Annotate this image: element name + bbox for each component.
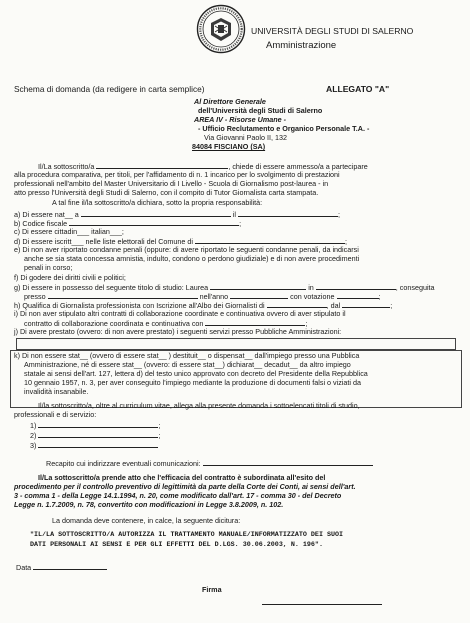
item-i-line-1: i) Di non aver stipulato altri contratti di collaborazione coordinate e continuativa ovvero di aver stipulato il [14, 309, 346, 318]
birthdate-field[interactable] [238, 210, 338, 217]
date-line: Data [16, 563, 107, 573]
recipient-line-3: AREA IV - Risorse Umane - [194, 115, 286, 124]
attachment-2-field[interactable] [38, 431, 158, 438]
date-field[interactable] [33, 563, 107, 570]
office-name: Amministrazione [266, 40, 337, 51]
register-date-field[interactable] [342, 301, 390, 308]
intro-request: , chiede di essere ammesso/a a partecipare [228, 162, 368, 171]
attachment-1: 1) ; [30, 421, 161, 430]
item-e-line-2: anche se sia stata concessa amnistia, indulto, condono o perdono giudiziale) e di non avere procedimenti [24, 254, 360, 263]
item-g-line-1: g) Di essere in possesso del seguente titolo di studio: Laurea in , conseguita [14, 283, 435, 292]
university-name: UNIVERSITÀ DEGLI STUDI DI SALERNO [251, 26, 414, 36]
name-field[interactable] [96, 162, 228, 169]
consent-line-1: "IL/LA SOTTOSCRITTO/A AUTORIZZA IL TRATTAMENTO MANUALE/INFORMATIZZATO DEI SUOI [30, 531, 344, 539]
item-k-line-2: Amministrazione, né di essere stat__ (ovvero: di essere stat__) dichiarat__ decadut__ da altro impiego [24, 360, 351, 369]
attachment-label: ALLEGATO "A" [326, 84, 390, 94]
comms-field[interactable] [203, 459, 373, 466]
attachment-2: 2) ; [30, 431, 161, 440]
attachment-3: 3) [30, 441, 158, 451]
intro-line-5: A tal fine il/la sottoscritto/a dichiara, sotto la propria responsabilità: [52, 198, 263, 207]
attachment-1-field[interactable] [38, 421, 158, 428]
comms-line: Recapito cui indirizzare eventuali comunicazioni: [46, 459, 373, 469]
item-k-line-1: k) Di non essere stat__ (ovvero di essere stat__ ) destituit__ o dispensat__ dall'impiego presso una Pubblica [14, 351, 360, 360]
item-k-line-5: invalidità insanabile. [24, 387, 89, 396]
item-f: f) Di godere dei diritti civili e politici; [14, 273, 126, 282]
birthplace-field[interactable] [81, 210, 231, 217]
contract-with-field[interactable] [205, 319, 305, 326]
year-field[interactable] [230, 292, 288, 299]
item-e-line-1: e) Di non aver riportato condanne penali (oppure: di avere riportato le seguenti condanne penali, da indicarsi [14, 245, 359, 254]
contract-line-3: 3 - comma 1 - della Legge 14.1.1994, n. 20, come modificato dall'art. 17 - comma 30 - del Decreto [14, 491, 342, 500]
municipality-field[interactable] [195, 237, 345, 244]
closing-intro: La domanda deve contenere, in calce, la seguente dicitura: [52, 516, 241, 525]
attachments-line-2: professionali e di servizio: [14, 410, 97, 419]
recipient-line-2: dell'Università degli Studi di Salerno [198, 106, 323, 115]
tax-code-field[interactable] [69, 219, 239, 226]
item-i-line-2: contratto di collaborazione coordinata e continuativa con ; [24, 319, 308, 328]
intro-line-4: atto presso l'Università degli Studi di Salerno, con il compito di Tutor Giornalista carta stampata. [14, 188, 319, 197]
degree-subject-field[interactable] [316, 283, 396, 290]
recipient-line-6: 84084 FISCIANO (SA) [192, 142, 266, 151]
item-d: d) Di essere iscritt___ nelle liste elettorali del Comune di ; [14, 237, 347, 246]
item-k-line-4: 10 gennaio 1957, n. 3, per aver conseguito l'impiego mediante la produzione di documenti falsi o viziati da [24, 378, 362, 387]
university-seal-logo [196, 4, 246, 54]
item-k-line-3: statale ai sensi dell'art. 127, lettera d) del testo unico approvato con decreto del Presidente della Repubblica [24, 369, 368, 378]
attachments-line-1: Il/la sottoscritto/a, oltre al curriculum vitae, allega alla presente domanda i sottoelencati titoli di studio, [38, 401, 360, 410]
item-b: b) Codice fiscale ; [14, 219, 242, 228]
contract-line-1: Il/La sottoscritto/a prende atto che l'efficacia del contratto è subordinata all'esito del [38, 473, 326, 482]
recipient-line-4: - Ufficio Reclutamento e Organico Personale T.A. - [198, 124, 370, 133]
signature-field[interactable] [262, 604, 382, 605]
grade-field[interactable] [337, 292, 379, 299]
intro-line-2: alla procedura comparativa, per titoli, per l'affidamento di n. 1 incarico per lo svolgimento di prestazioni [14, 170, 340, 179]
degree-field[interactable] [210, 283, 306, 290]
institution-field[interactable] [48, 292, 198, 299]
item-a: a) Di essere nat__ a il ; [14, 210, 340, 219]
intro-undersigned: Il/La sottoscritto/a [38, 162, 95, 171]
attachment-3-field[interactable] [38, 441, 158, 448]
recipient-line-5: Via Giovanni Paolo II, 132 [204, 133, 287, 142]
recipient-line-1: Al Direttore Generale [194, 97, 266, 106]
contract-line-4: Legge n. 1.7.2009, n. 78, convertito con modificazioni in Legge 3.8.2009, n. 102. [14, 500, 284, 509]
item-e-line-3: penali in corso; [24, 263, 73, 272]
item-h: h) Qualifica di Giornalista professionista con Iscrizione all'Albo dei Giornalisti di , dal ; [14, 301, 393, 310]
intro-line-3: professionali nell'ambito del Master Universitario di I Livello - Scuola di Giornalismo post-laurea - in [14, 179, 329, 188]
signature-label: Firma [202, 585, 222, 594]
contract-line-2: procedimento per il controllo preventivo di legittimità da parte della Corte dei Conti, ai sensi dell'art. [14, 482, 356, 491]
register-region-field[interactable] [267, 301, 327, 308]
scheme-title: Schema di domanda (da redigere in carta semplice) [14, 84, 205, 94]
consent-line-2: DATI PERSONALI AI SENSI E PER GLI EFFETTI DEL D.LGS. 30.06.2003, N. 196". [30, 541, 323, 549]
item-c: c) Di essere cittadin___ italian___; [14, 227, 124, 236]
item-g-line-2: presso nell'anno con votazione ; [24, 292, 381, 301]
services-box[interactable] [16, 338, 456, 350]
item-j: j) Di avere prestato (ovvero: di non avere prestato) i seguenti servizi presso Pubbliche Amministrazioni: [14, 327, 342, 336]
